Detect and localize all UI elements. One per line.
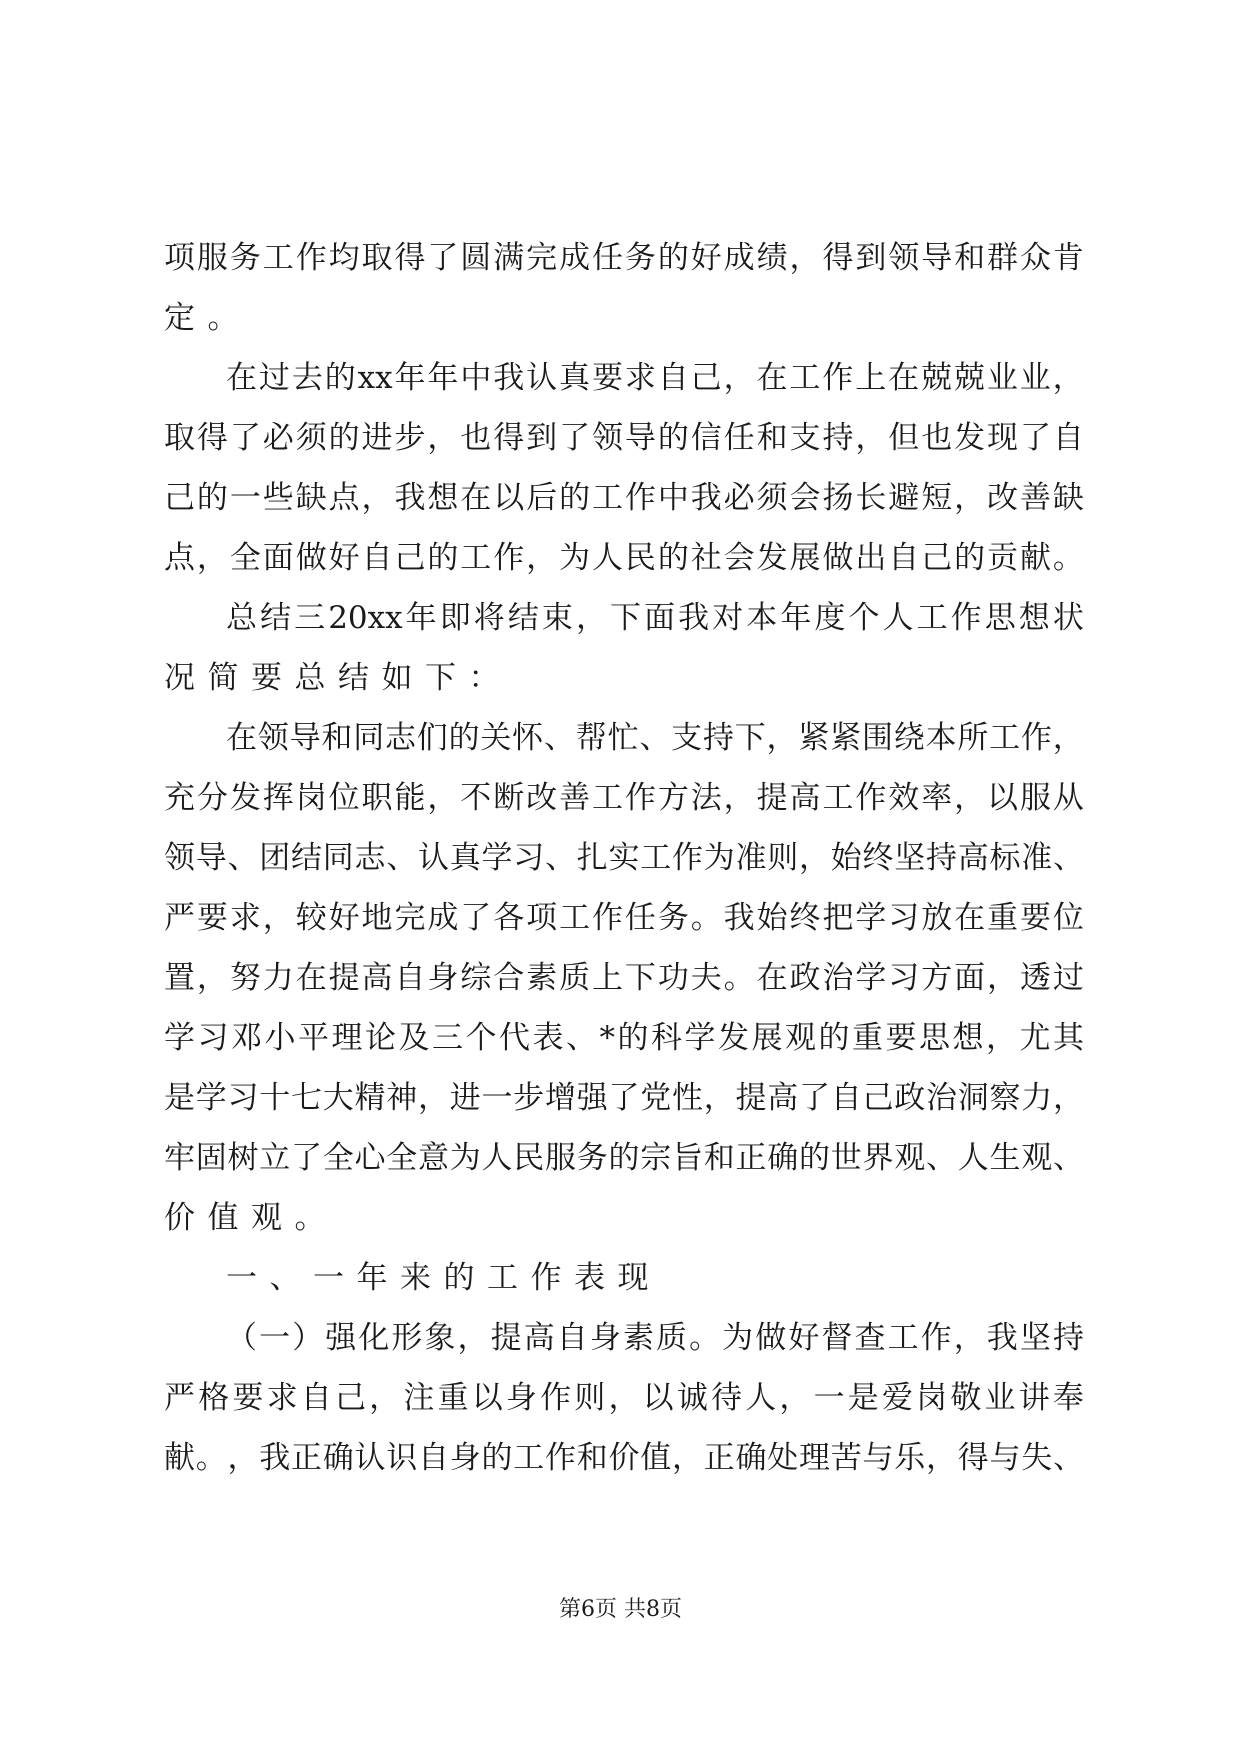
text-line: 点 ， 全 面 做 好 自 己 的 工 作 ， 为 人 民 的 社 会 发 展 做 出 自 己 的 贡 献 。: [164, 540, 1084, 576]
text-line: 总 结 三 20xx 年 即 将 结 束 ， 下 面 我 对 本 年 度 个 人 工 作 思 想 状: [226, 600, 1084, 636]
page-footer: 第6页 共8页: [559, 1597, 682, 1622]
text-line: 领 导 、 团 结 同 志 、 认 真 学 习 、 扎 实 工 作 为 准 则 ， 始 终 坚 持 高 标 准 、: [164, 840, 1084, 876]
text-line: 充 分 发 挥 岗 位 职 能 ， 不 断 改 善 工 作 方 法 ， 提 高 工 作 效 率 ， 以 服 从: [164, 780, 1084, 816]
text-line: 置 ， 努 力 在 提 高 自 身 综 合 素 质 上 下 功 夫 。 在 政 治 学 习 方 面 ， 透 过: [164, 960, 1084, 996]
text-line: 一 、 一 年 来 的 工 作 表 现: [226, 1260, 649, 1296]
text-line: 在 过 去 的 xx 年 年 中 我 认 真 要 求 自 己 ， 在 工 作 上 在 兢 兢 业 业 ，: [226, 360, 1084, 396]
text-line: 己 的 一 些 缺 点 ， 我 想 在 以 后 的 工 作 中 我 必 须 会 扬 长 避 短 ， 改 善 缺: [164, 480, 1084, 516]
text-line: 严 要 求 ， 较 好 地 完 成 了 各 项 工 作 任 务 。 我 始 终 把 学 习 放 在 重 要 位: [164, 900, 1084, 936]
text-line: （ 一 ） 强 化 形 象 ， 提 高 自 身 素 质 。 为 做 好 督 查 工 作 ， 我 坚 持: [226, 1320, 1084, 1356]
text-line: 是 学 习 十 七 大 精 神 ， 进 一 步 增 强 了 党 性 ， 提 高 了 自 己 政 治 洞 察 力 ，: [164, 1080, 1084, 1116]
text-line: 况 简 要 总 结 如 下 ：: [164, 660, 500, 696]
document-body: [164, 228, 1084, 1488]
text-line: 在 领 导 和 同 志 们 的 关 怀 、 帮 忙 、 支 持 下 ， 紧 紧 围 绕 本 所 工 作 ，: [226, 720, 1084, 756]
text-line: 学 习 邓 小 平 理 论 及 三 个 代 表 、 * 的 科 学 发 展 观 的 重 要 思 想 ， 尤 其: [164, 1020, 1084, 1056]
text-line: 严 格 要 求 自 己 ， 注 重 以 身 作 则 ， 以 诚 待 人 ， 一 是 爱 岗 敬 业 讲 奉: [164, 1380, 1084, 1416]
text-line: 牢 固 树 立 了 全 心 全 意 为 人 民 服 务 的 宗 旨 和 正 确 的 世 界 观 、 人 生 观 、: [164, 1140, 1084, 1176]
text-line: 取 得 了 必 须 的 进 步 ， 也 得 到 了 领 导 的 信 任 和 支 持 ， 但 也 发 现 了 自: [164, 420, 1084, 456]
text-line: 价 值 观 。: [164, 1200, 326, 1236]
text-line: 献 。 ， 我 正 确 认 识 自 身 的 工 作 和 价 值 ， 正 确 处 理 苦 与 乐 ， 得 与 失 、: [164, 1440, 1084, 1476]
text-line: 项 服 务 工 作 均 取 得 了 圆 满 完 成 任 务 的 好 成 绩 ， 得 到 领 导 和 群 众 肯: [164, 240, 1084, 276]
text-line: 定 。: [164, 300, 239, 336]
